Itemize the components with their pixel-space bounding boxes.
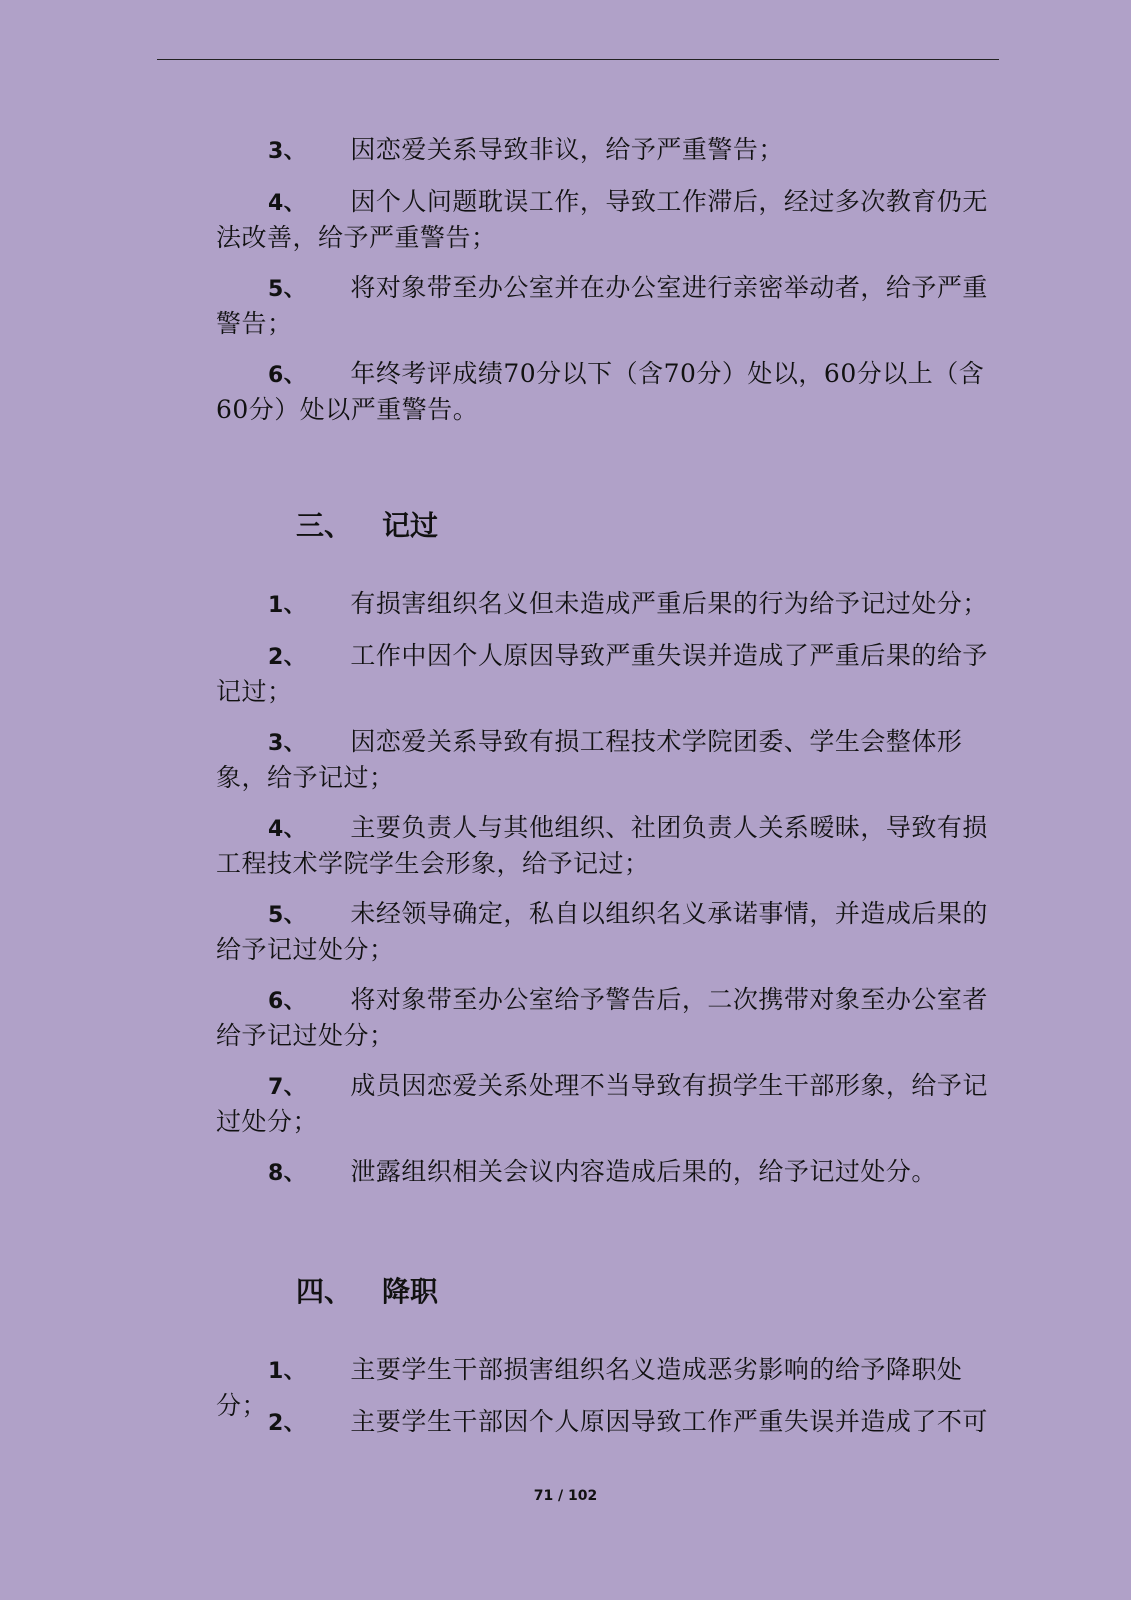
item-number: 6、 bbox=[268, 363, 307, 388]
section-heading-jiangzhi bbox=[296, 1274, 438, 1310]
item-text: 成员因恋爱关系处理不当导致有损学生干部形象，给予记过处分； bbox=[216, 1071, 988, 1136]
item-number: 1、 bbox=[268, 1359, 307, 1384]
warning-item-4 bbox=[216, 185, 999, 255]
item-number: 4、 bbox=[268, 191, 307, 216]
item-text: 因个人问题耽误工作，导致工作滞后，经过多次教育仍无法改善，给予严重警告； bbox=[216, 187, 988, 252]
item-text: 因恋爱关系导致非议，给予严重警告； bbox=[350, 135, 784, 164]
item-text: 未经领导确定，私自以组织名义承诺事情，并造成后果的给予记过处分； bbox=[216, 899, 988, 964]
header-rule bbox=[157, 59, 999, 60]
item-number: 5、 bbox=[268, 277, 307, 302]
item-number: 2、 bbox=[268, 645, 307, 670]
section-heading-jiguo bbox=[296, 508, 438, 544]
jiguo-item-6 bbox=[216, 983, 999, 1053]
item-text: 主要学生干部损害组织名义造成恶劣影响的给予降职处分； bbox=[216, 1355, 963, 1420]
item-number: 2、 bbox=[268, 1411, 307, 1436]
section-title: 降职 bbox=[382, 1275, 439, 1308]
item-number: 1、 bbox=[268, 593, 307, 618]
item-text: 年终考评成绩70分以下（含70分）处以，60分以上（含60分）处以严重警告。 bbox=[216, 359, 985, 424]
jiguo-item-1 bbox=[216, 587, 999, 623]
item-number: 5、 bbox=[268, 903, 307, 928]
jiguo-item-8 bbox=[216, 1155, 999, 1191]
section-number: 三、 bbox=[296, 509, 353, 542]
item-number: 8、 bbox=[268, 1161, 307, 1186]
item-text: 泄露组织相关会议内容造成后果的，给予记过处分。 bbox=[350, 1157, 937, 1186]
jiguo-item-3 bbox=[216, 725, 999, 795]
item-text: 将对象带至办公室并在办公室进行亲密举动者，给予严重警告； bbox=[216, 273, 988, 338]
item-text: 工作中因个人原因导致严重失误并造成了严重后果的给予记过； bbox=[216, 641, 988, 706]
page-number: 71 / 102 bbox=[533, 1488, 598, 1504]
jiguo-item-7 bbox=[216, 1069, 999, 1139]
item-number: 7、 bbox=[268, 1075, 307, 1100]
jiguo-item-5 bbox=[216, 897, 999, 967]
item-text: 主要负责人与其他组织、社团负责人关系暧昧，导致有损工程技术学院学生会形象，给予记过； bbox=[216, 813, 988, 878]
item-text: 将对象带至办公室给予警告后，二次携带对象至办公室者给予记过处分； bbox=[216, 985, 988, 1050]
item-number: 4、 bbox=[268, 817, 307, 842]
item-text: 因恋爱关系导致有损工程技术学院团委、学生会整体形象，给予记过； bbox=[216, 727, 963, 792]
item-text: 有损害组织名义但未造成严重后果的行为给予记过处分； bbox=[350, 589, 988, 618]
jiguo-item-4 bbox=[216, 811, 999, 881]
section-number: 四、 bbox=[296, 1275, 353, 1308]
item-text: 主要学生干部因个人原因导致工作严重失误并造成了不可 bbox=[350, 1407, 988, 1436]
section-title: 记过 bbox=[382, 509, 439, 542]
jiguo-item-2 bbox=[216, 639, 999, 709]
item-number: 3、 bbox=[268, 731, 307, 756]
warning-item-6 bbox=[216, 357, 999, 427]
item-number: 3、 bbox=[268, 139, 307, 164]
item-number: 6、 bbox=[268, 989, 307, 1014]
warning-item-3 bbox=[216, 133, 999, 169]
jiangzhi-item-2 bbox=[216, 1405, 999, 1441]
warning-item-5 bbox=[216, 271, 999, 341]
